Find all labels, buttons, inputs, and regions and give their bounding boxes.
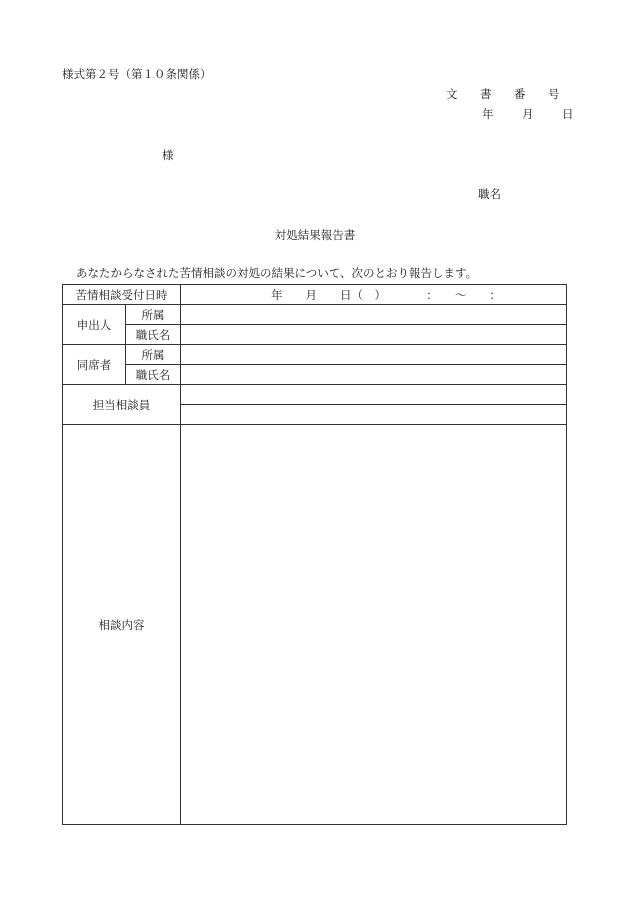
companion-name-field[interactable]: [181, 365, 567, 385]
counselor-field-2[interactable]: [181, 405, 567, 425]
companion-label: 同席者: [63, 345, 126, 385]
companion-affiliation-field[interactable]: [181, 345, 567, 365]
document-number-label: [446, 86, 560, 102]
companion-name-label: 職氏名: [126, 365, 181, 385]
applicant-label: 申出人: [63, 305, 126, 345]
report-table: [62, 284, 567, 825]
addressee-suffix: 様: [162, 148, 174, 162]
applicant-affiliation-label: 所属: [126, 305, 181, 325]
doc-number-char: 書: [480, 87, 492, 101]
intro-text: あなたからなされた苦情相談の対処の結果について、次のとおり報告します。: [76, 266, 478, 280]
date-char-day: 日: [562, 107, 574, 121]
consultation-content-field[interactable]: [181, 425, 567, 825]
companion-affiliation-label: 所属: [126, 345, 181, 365]
counselor-label: 担当相談員: [63, 385, 181, 425]
date-char-year: 年: [482, 107, 494, 121]
applicant-name-field[interactable]: [181, 325, 567, 345]
doc-number-char: 号: [548, 87, 560, 101]
date-char-month: 月: [522, 107, 534, 121]
reception-datetime-value[interactable]: 年 月 日（ ） ： 〜 ：: [181, 285, 567, 305]
applicant-affiliation-field[interactable]: [181, 305, 567, 325]
page-title: 対処結果報告書: [274, 228, 356, 242]
sender-title: 職名: [478, 187, 501, 201]
counselor-field-1[interactable]: [181, 385, 567, 405]
form-number: 様式第２号（第１０条関係）: [62, 67, 212, 81]
consultation-content-label: 相談内容: [63, 425, 181, 825]
document-date-label: [482, 106, 574, 122]
doc-number-char: 番: [514, 87, 526, 101]
reception-datetime-label: 苦情相談受付日時: [63, 285, 181, 305]
doc-number-char: 文: [446, 87, 458, 101]
applicant-name-label: 職氏名: [126, 325, 181, 345]
